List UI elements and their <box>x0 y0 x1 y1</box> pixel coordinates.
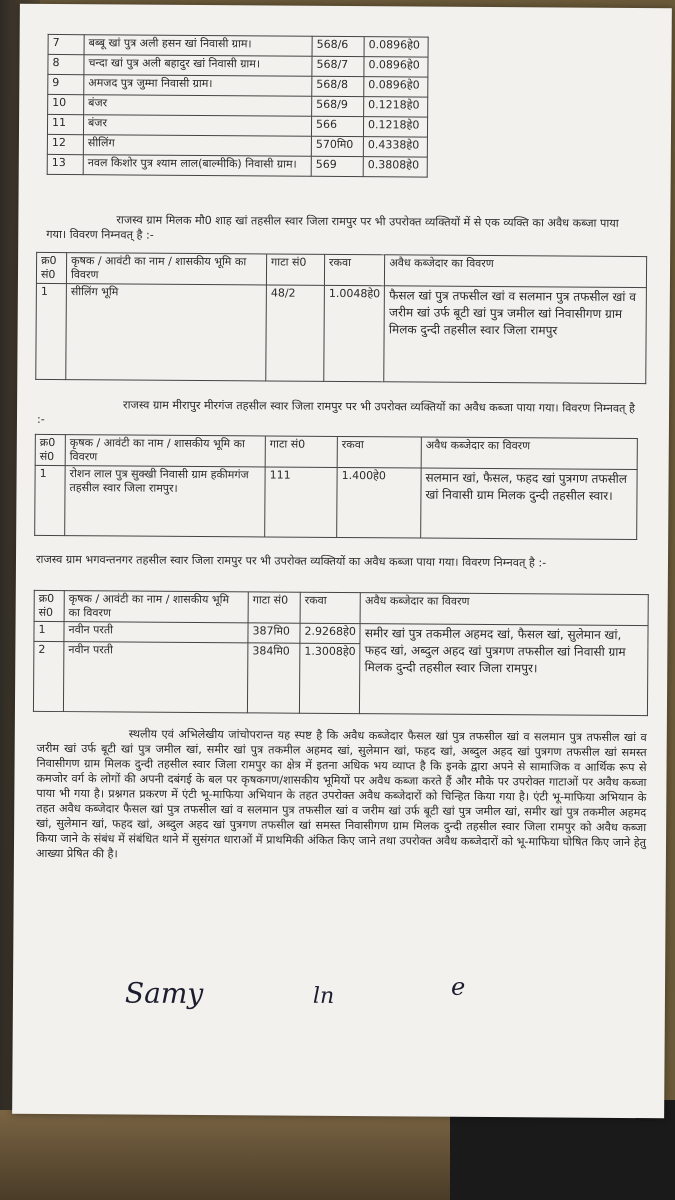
col-sn: क्र0 सं0 <box>34 590 64 621</box>
continuation-table-block <box>47 34 429 178</box>
table-cell-area: 0.3808हे0 <box>363 157 427 177</box>
table-cell-sn: 9 <box>48 74 84 94</box>
table-cell-gata: 568/7 <box>312 56 364 76</box>
table-cell-sn: 12 <box>47 134 83 154</box>
col-sn: क्र0 सं0 <box>36 252 66 283</box>
table-cell-area: 0.1218हे0 <box>363 117 427 137</box>
signature-1: Samy <box>124 976 204 1011</box>
table-row: 1 सीलिंग भूमि 48/2 1.0048हे0 फैसल खां पुत्र तफसील खां व सलमान पुत्र तफसील खां व जरीम खां उर्फ बूटी खां पुत्र जमील खां निवासीगण ग्राम मिलक दुन्दी तहसील स्वार जिला रामपुर <box>36 283 647 383</box>
table-row: 2 नवीन परती 384मि0 1.3008हे0 <box>33 641 648 715</box>
table-cell-gata: 569 <box>311 156 363 176</box>
table-cell-area: 0.0896हे0 <box>364 77 428 97</box>
table-cell-sn: 7 <box>48 34 84 54</box>
table-cell-gata: 568/6 <box>312 36 364 56</box>
table-cell-gata: 566 <box>311 116 363 136</box>
col-area: रकवा <box>337 436 421 468</box>
table-row <box>47 134 427 157</box>
section2-table <box>34 434 638 540</box>
section2-table-block <box>34 434 638 540</box>
table-row <box>47 114 427 137</box>
document-page <box>12 4 672 1119</box>
table-cell-sn: 8 <box>48 54 84 74</box>
col-gata: गाटा सं0 <box>248 592 300 623</box>
table-row <box>48 34 428 57</box>
col-occupant: अवैध कब्जेदार का विवरण <box>421 437 637 470</box>
section1-table-block <box>35 252 647 384</box>
table-row: 1 रोशन लाल पुत्र सुक्खी निवासी ग्राम हकीमगंज तहसील स्वार जिला रामपुर। 111 1.400हे0 सलमान खां, फैसल, फहद खां पुत्रगण तफसील खां निवासी ग्राम मिलक दुन्दी तहसील स्वार। <box>35 465 637 539</box>
table-row: 1 नवीन परती 387मि0 2.9268हे0 समीर खां पुत्र तकमील अहमद खां, फैसल खां, सुलेमान खां, फहद खां, अब्दुल अहद खां पुत्रगण तफसील खां निवासी ग्राम मिलक दुन्दी तहसील स्वार जिला रामपुर। <box>34 621 648 645</box>
col-area: रकवा <box>300 592 361 623</box>
section3-table-block <box>33 590 649 716</box>
section3-intro: राजस्व ग्राम भगवन्तनगर तहसील स्वार जिला रामपुर पर भी उपरोक्त व्यक्तियों का अवैध कब्जा पाया गया। विवरण निम्नवत् है :- <box>35 552 547 570</box>
table-cell-desc: बब्बू खां पुत्र अली हसन खां निवासी ग्राम। <box>84 35 312 57</box>
table-cell-desc: अमजद पुत्र जुम्मा निवासी ग्राम। <box>84 75 312 97</box>
col-occupant: अवैध कब्जेदार का विवरण <box>385 255 647 288</box>
table-cell-sn: 13 <box>47 154 83 174</box>
signature-2: ln <box>312 983 335 1009</box>
col-occupant: अवैध कब्जेदार का विवरण <box>360 593 648 626</box>
table-cell-area: 0.4338हे0 <box>363 137 427 157</box>
table-cell-desc: चन्दा खां पुत्र अली बहादुर खां निवासी ग्राम। <box>84 55 312 77</box>
table-row <box>48 94 428 117</box>
table-cell-desc: नवल किशोर पुत्र श्याम लाल(बाल्मीकि) निवासी ग्राम। <box>83 155 311 177</box>
table-cell-area: 0.1218हे0 <box>364 97 428 117</box>
table-cell-gata: 568/8 <box>312 76 364 96</box>
continuation-table <box>47 34 429 178</box>
table-row <box>47 154 427 177</box>
col-sn: क्र0 सं0 <box>35 434 65 465</box>
table-row <box>48 74 428 97</box>
col-gata: गाटा सं0 <box>265 436 337 468</box>
table-cell-area: 0.0896हे0 <box>364 57 428 77</box>
table-cell-desc: बंजर <box>83 115 311 137</box>
section3-table <box>33 590 649 716</box>
col-desc: कृषक / आवंटी का नाम / शासकीय भूमि का विवरण <box>65 435 265 467</box>
table-cell-area: 0.0896हे0 <box>364 37 428 57</box>
col-desc: कृषक / आवंटी का नाम / शासकीय भूमि का विवरण <box>64 591 248 623</box>
table-cell-gata: 568/9 <box>312 96 364 116</box>
col-desc: कृषक / आवंटी का नाम / शासकीय भूमि का विवरण <box>66 253 266 285</box>
table-cell-desc: बंजर <box>84 95 312 117</box>
table-cell-desc: सीलिंग <box>83 135 311 157</box>
section1-intro: राजस्व ग्राम मिलक मौ0 शाह खां तहसील स्वार जिला रामपुर पर भी उपरोक्त व्यक्तियों में से एक व्यक्ति का अवैध कब्जा पाया गया। विवरण निम्नवत् है :- <box>46 213 619 242</box>
conclusion-paragraph: स्थलीय एवं अभिलेखीय जांचोपरान्त यह स्पष्ट है कि अवैध कब्जेदार फैसल खां पुत्र तफसील खां व सलमान पुत्र तफसील खां व जरीम खां उर्फ बूटी खां पुत्र जमील खां, समीर खां पुत्र तकमील अहमद खां, सुलेमान खां, फहद खां, अब्दुल अहद खां पुत्रगण तफसील खां समस्त निवासीगण ग्राम मिलक दुन्दी तहसील स्वार जिला रामपुर का क्षेत्र में इतना अधिक भय व्याप्त है कि इनके द्वारा अपने से सामाजिक व आर्थिक रूप से कमजोर वर्ग के लोगों की अपनी दबंगई के बल पर कृषकगण/शासकीय भूमियों पर अवैध कब्जा करते हैं और मौके पर उपरोक्त गाटाओं पर अवैध कब्जा पाया भी गया है। प्रश्नगत प्रकरण में एंटी भू-माफिया अभियान के तहत उपरोक्त अवैध कब्जेदारों को चिन्हित किया गया है। एंटी भू-माफिया अभियान के तहत अवैध कब्जेदार फैसल खां पुत्र तफसील खां व सलमान पुत्र तफसील खां व जरीम खां उर्फ बूटी खां पुत्र जमील खां, समीर खां पुत्र तकमील अहमद खां, सुलेमान खां, फहद खां, अब्दुल अहद खां पुत्रगण तफसील खां समस्त निवासीगण ग्राम मिलक दुन्दी तहसील स्वार जिला रामपुर को अवैध कब्जा किया जाने के संबंध में संबंधित थाने में सुसंगत धाराओं में प्राथमिकी अंकित किए जाने तथा उपरोक्त अवैध कब्जेदारों को भू-माफिया घोषित किए जाने हेतु आख्या प्रेषित की है। <box>35 727 647 861</box>
table-cell-sn: 11 <box>47 114 83 134</box>
section1-table <box>35 252 647 384</box>
signature-3: e <box>450 972 466 1001</box>
table-cell-gata: 570मि0 <box>311 136 363 156</box>
section2-intro: राजस्व ग्राम मीरापुर मीरगंज तहसील स्वार जिला रामपुर पर भी उपरोक्त व्यक्तियों का अवैध कब्जा पाया गया। विवरण निम्नवत् है :- <box>36 398 636 426</box>
col-gata: गाटा सं0 <box>266 254 324 285</box>
col-area: रकवा <box>324 254 385 285</box>
table-cell-sn: 10 <box>48 94 84 114</box>
table-row <box>48 54 428 77</box>
